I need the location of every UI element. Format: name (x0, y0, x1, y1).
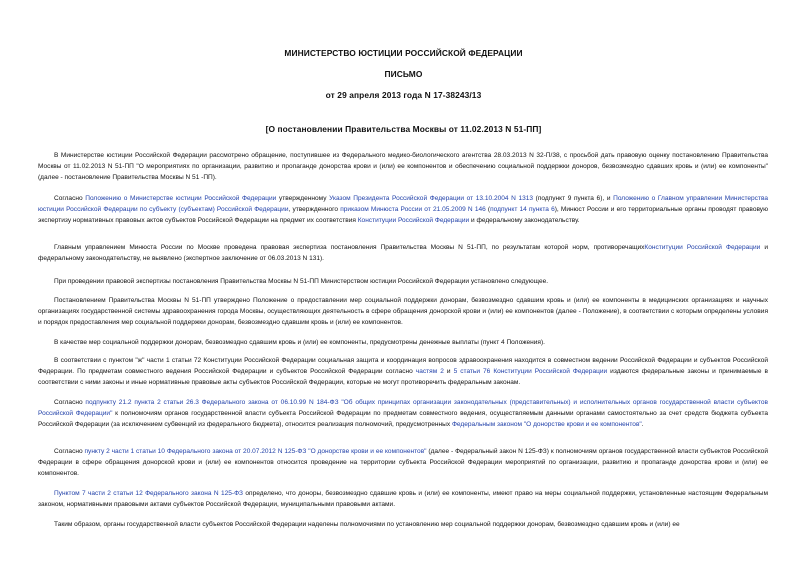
paragraph-text: При проведении правовой экспертизы постановления Правительства Москвы N 51-ПП Министерством юстиции Российской Федерации установлено следующее. (54, 278, 549, 285)
paragraph-text: Согласно (54, 448, 85, 455)
paragraph (38, 520, 768, 531)
paragraph-text: утвержденному (276, 195, 330, 202)
legal-reference-link[interactable]: Указом Президента Российской Федерации от 13.10.2004 N 1313 (329, 195, 534, 202)
paragraph-text: (подпункт 9 пункта 6), и (533, 195, 614, 202)
legal-reference-link[interactable]: Пунктом 7 части 2 статьи 12 Федерального закона N 125-ФЗ (54, 490, 244, 497)
paragraph-text: (далее - Федеральный закон N 125-ФЗ) к полномочиям органов государственной власти субъектов Российской Федерации в сфере обращения донорской крови и (или) ее компонентов относится проведение на территории субъекта Российской Федерации мероприятий по организации, развитию и пропаганде донорства крови и (или) ее компонентов. (38, 448, 768, 477)
legal-reference-link[interactable]: подпункт 14 пункта 6 (490, 205, 555, 213)
paragraph (38, 151, 768, 183)
paragraph-text: издаются федеральные законы и принимаемые в соответствии с ними законы и иные нормативные правовые акты субъектов Российской Федерации, которые не могут противоречить федеральным законам. (38, 367, 769, 386)
legal-reference-link[interactable]: пункту 2 части 1 статьи 10 Федерального закона от 20.07.2012 N 125-ФЗ "О донорстве крови и ее компонентов" (84, 448, 427, 455)
paragraph-text: и федеральному законодательству. (469, 216, 580, 224)
paragraph (38, 398, 768, 430)
legal-reference-link[interactable]: 5 статьи 76 Конституции Российской Федерации (453, 367, 608, 375)
legal-reference-link[interactable]: Положению о Главном управлении Министерства юстиции Российской Федерации по субъекту (субъектам) Российской Федерации (38, 195, 768, 213)
legal-reference-link[interactable]: Положению о Министерстве юстиции Российской Федерации (85, 195, 277, 202)
paragraph (38, 296, 768, 328)
paragraph-text: . (641, 420, 644, 428)
paragraph-text: и федеральному законодательству, не выявлено (экспертное заключение от 06.03.2013 N 131). (38, 244, 768, 262)
legal-reference-link[interactable]: Конституции Российской Федерации (644, 244, 761, 251)
paragraph-text: Главным управлением Минюста России по Москве проведена правовая экспертиза постановления Правительства Москвы N 51-ПП, по результатам которой норм, противоречащих (54, 244, 645, 251)
paragraph-text: ), Минюст России и его территориальные органы проводят правовую экспертизу нормативных правовых актов субъектов Российской Федерации на предмет их соответствия (38, 205, 768, 224)
paragraph-text: Согласно (54, 399, 86, 406)
paragraph (38, 194, 768, 226)
paragraph (38, 356, 768, 388)
paragraph (38, 277, 768, 288)
ministry-title: МИНИСТЕРСТВО ЮСТИЦИИ РОССИЙСКОЙ ФЕДЕРАЦИИ (284, 48, 523, 58)
paragraph-text: В соответствии с пунктом "ж" части 1 статьи 72 Конституции Российской Федерации социальная защита и координация вопросов здравоохранения находится в совместном ведении Российской Федерации и субъектов Российской Федерации. По предметам совместного ведения Российской Федерации и субъектов Российской Федерации согласно (38, 357, 768, 375)
legal-reference-link[interactable]: Федеральным законом "О донорстве крови и ее компонентов" (451, 420, 642, 428)
paragraph-text: В качестве мер социальной поддержки донорам, безвозмездно сдавшим кровь и (или) ее компоненты, предусмотрены денежные выплаты (пункт 4 Положения). (54, 339, 545, 346)
legal-reference-link[interactable]: частям 2 (415, 367, 444, 375)
document-subject: [О постановлении Правительства Москвы от 11.02.2013 N 51-ПП] (265, 124, 542, 134)
paragraph-text: Постановлением Правительства Москвы N 51-ПП утверждено Положение о предоставлении мер социальной поддержки донорам, безвозмездно сдавшим кровь и (или) ее компоненты в медицинских организациях и научных организациях государственной системы здравоохранения города Москвы, осуществляющих деятельность в сфере обращения донорской крови и (или) ее компонентов (далее - Положение), в соответствии с которым определены условия и порядок предоставления мер социальной поддержки донорам, безвозмездно сдавшим кровь и (или) ее компонентов. (38, 297, 768, 326)
paragraph (38, 243, 768, 265)
paragraph-text: и (443, 367, 454, 375)
legal-reference-link[interactable]: подпункту 21.2 пункта 2 статьи 26.3 Федерального закона от 06.10.99 N 184-ФЗ "Об общих принципах организации законодательных (представительных) и исполнительных органов государственной власти субъектов Российской Федерации" (38, 399, 768, 417)
paragraph-text: ( (485, 205, 491, 213)
document-date-number: от 29 апреля 2013 года N 17-38243/13 (325, 90, 482, 100)
legal-reference-link[interactable]: приказом Минюста России от 21.05.2009 N 146 (340, 205, 486, 213)
legal-reference-link[interactable]: Конституции Российской Федерации (357, 216, 470, 224)
paragraph (38, 489, 768, 511)
paragraph-text: определено, что доноры, безвозмездно сдавшие кровь и (или) ее компоненты, имеют право на меры социальной поддержки, установленные настоящим Федеральным законом, нормативными правовыми актами субъектов Российской Федерации, муниципальными правовыми актами. (38, 490, 769, 508)
paragraph-text: к полномочиям органов государственной власти субъекта Российской Федерации по предметам совместного ведения, осуществляемым данными органами самостоятельно за счет средств бюджета субъекта Российской Федерации (за исключением субвенций из федерального бюджета), относится реализация полномочий, предусмотренных (38, 409, 769, 428)
paragraph-text: В Министерстве юстиции Российской Федерации рассмотрено обращение, поступившее из Федерального медико-биологического агентства 28.03.2013 N 32-П/38, с просьбой дать правовую оценку постановлению Правительства Москвы от 11.02.2013 N 51-ПП "О мероприятиях по организации, развитию и пропаганде донорства крови и (или) ее компонентов и обеспечению социальной поддержки доноров, безвозмездно сдавших кровь и (или) ее компоненты" (далее - постановление Правительства Москвы N 51 -ПП). (38, 152, 768, 181)
paragraph-text: Таким образом, органы государственной власти субъектов Российской Федерации наделены полномочиями по установлению мер социальной поддержки донорам, безвозмездно сдавшим кровь и (или) ее (54, 521, 680, 528)
paragraph (38, 338, 768, 349)
paragraph-text: , утвержденного (288, 205, 341, 213)
paragraph (38, 447, 768, 479)
document-type: ПИСЬМО (384, 69, 423, 79)
paragraph-text: Согласно (54, 195, 86, 202)
